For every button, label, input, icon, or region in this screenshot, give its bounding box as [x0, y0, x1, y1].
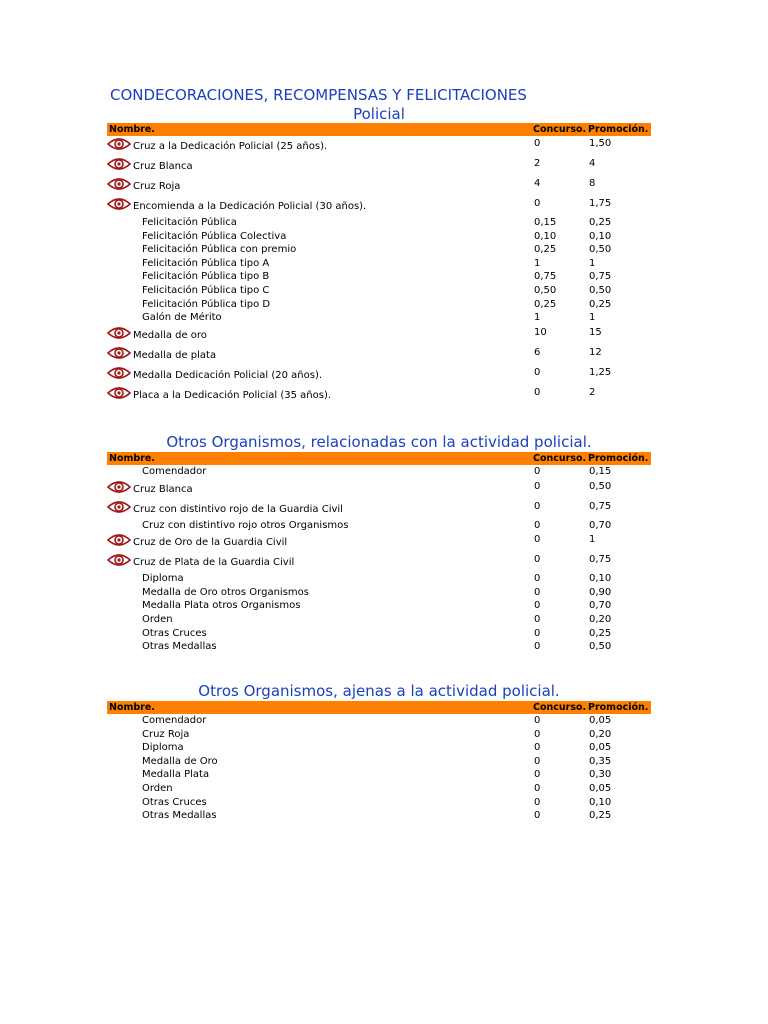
row-name: Otras Cruces	[142, 796, 207, 808]
row-name: Orden	[142, 613, 173, 625]
row-name[interactable]: Cruz con distintivo rojo de la Guardia Civil	[133, 503, 343, 515]
header-promocion: Promoción.	[588, 124, 649, 135]
table-row	[107, 176, 651, 196]
row-name[interactable]: Cruz Blanca	[133, 161, 193, 172]
promocion-value: 1	[589, 312, 596, 324]
section-subtitle: Policial	[353, 105, 405, 123]
concurso-value: 0,10	[534, 230, 557, 242]
row-name: Felicitación Pública con premio	[142, 244, 297, 256]
eye-icon[interactable]	[107, 156, 131, 172]
concurso-value: 0	[534, 500, 541, 512]
concurso-value: 0	[534, 742, 541, 754]
table-row	[107, 599, 651, 613]
concurso-value: 4	[534, 178, 541, 189]
row-name: Felicitación Pública	[142, 217, 237, 228]
row-name[interactable]: Placa a la Dedicación Policial (35 años).	[133, 389, 332, 401]
row-name: Otras Medallas	[142, 641, 217, 653]
concurso-value: 0	[534, 466, 541, 477]
row-name: Cruz con distintivo rojo otros Organismos	[142, 519, 349, 531]
eye-icon[interactable]	[107, 365, 131, 381]
concurso-value: 1	[534, 312, 541, 324]
header-name: Nombre.	[109, 702, 155, 713]
table-row	[107, 365, 651, 385]
header-promocion: Promoción.	[588, 453, 649, 464]
concurso-value: 0	[534, 755, 541, 767]
promocion-value: 0,20	[589, 728, 612, 740]
eye-icon[interactable]	[107, 176, 131, 192]
eye-icon[interactable]	[107, 385, 131, 401]
table-row	[107, 243, 651, 257]
row-name: Medalla de Oro otros Organismos	[142, 586, 309, 598]
table-row	[107, 552, 651, 572]
row-name[interactable]: Cruz Roja	[133, 181, 181, 192]
concurso-value: 0	[534, 641, 541, 653]
table-row	[107, 714, 651, 728]
promocion-value: 0,05	[589, 742, 612, 754]
promocion-value: 0,25	[589, 298, 612, 310]
promocion-value: 0,05	[589, 715, 612, 726]
row-name[interactable]: Medalla Dedicación Policial (20 años).	[133, 369, 323, 381]
row-name[interactable]: Encomienda a la Dedicación Policial (30 años).	[133, 201, 367, 212]
concurso-value: 0	[534, 198, 541, 209]
promocion-value: 1,75	[589, 198, 612, 209]
promocion-value: 1,25	[589, 366, 612, 378]
concurso-value: 0	[534, 138, 541, 149]
concurso-value: 0	[534, 613, 541, 625]
table-header	[107, 701, 651, 714]
concurso-value: 0	[534, 534, 541, 546]
concurso-value: 2	[534, 158, 541, 169]
eye-icon[interactable]	[107, 136, 131, 152]
row-name: Galón de Mérito	[142, 312, 222, 324]
promocion-value: 15	[589, 326, 602, 338]
promocion-value: 0,10	[589, 230, 612, 242]
promocion-value: 0,50	[589, 284, 612, 296]
concurso-value: 0	[534, 366, 541, 378]
header-name: Nombre.	[109, 453, 155, 464]
row-name[interactable]: Cruz a la Dedicación Policial (25 años).	[133, 141, 328, 152]
table-row	[107, 782, 651, 796]
table-row	[107, 345, 651, 365]
promocion-value: 0,70	[589, 600, 612, 612]
promocion-value: 0,10	[589, 573, 612, 585]
concurso-value: 0	[534, 573, 541, 585]
table-row	[107, 311, 651, 325]
promocion-value: 1,50	[589, 138, 612, 149]
row-name: Otras Medallas	[142, 810, 217, 822]
section-policial	[107, 86, 651, 405]
table-row	[107, 755, 651, 769]
table-row	[107, 627, 651, 641]
promocion-value: 4	[589, 158, 596, 169]
table-row	[107, 298, 651, 312]
eye-icon[interactable]	[107, 532, 131, 548]
row-name: Felicitación Pública Colectiva	[142, 230, 287, 242]
row-name: Felicitación Pública tipo C	[142, 284, 270, 296]
table-row	[107, 216, 651, 230]
header-promocion: Promoción.	[588, 702, 649, 713]
row-name: Comendador	[142, 466, 207, 477]
table-row	[107, 465, 651, 479]
concurso-value: 0,15	[534, 217, 557, 228]
concurso-value: 0	[534, 769, 541, 781]
promocion-value: 0,35	[589, 755, 612, 767]
promocion-value: 0,75	[589, 271, 612, 283]
row-name: Felicitación Pública tipo D	[142, 298, 271, 310]
table-body	[107, 465, 651, 654]
row-name[interactable]: Cruz de Plata de la Guardia Civil	[133, 557, 295, 569]
concurso-value: 0	[534, 810, 541, 822]
promocion-value: 0,25	[589, 627, 612, 639]
eye-icon[interactable]	[107, 345, 131, 361]
eye-icon[interactable]	[107, 196, 131, 212]
section-title: Otros Organismos, ajenas a la actividad policial.	[198, 682, 560, 700]
concurso-value: 0	[534, 386, 541, 398]
row-name[interactable]: Medalla de oro	[133, 329, 207, 341]
concurso-value: 0	[534, 519, 541, 531]
section-title: Otros Organismos, relacionadas con la actividad policial.	[166, 433, 592, 451]
concurso-value: 0	[534, 715, 541, 726]
row-name[interactable]: Cruz de Oro de la Guardia Civil	[133, 537, 288, 549]
table-row	[107, 156, 651, 176]
concurso-value: 0	[534, 728, 541, 740]
table-row	[107, 325, 651, 345]
table-row	[107, 532, 651, 552]
promocion-value: 0,75	[589, 554, 612, 566]
table-row	[107, 519, 651, 533]
promocion-value: 2	[589, 386, 596, 398]
concurso-value: 0,75	[534, 271, 557, 283]
concurso-value: 0	[534, 782, 541, 794]
promocion-value: 0,70	[589, 519, 612, 531]
eye-icon[interactable]	[107, 325, 131, 341]
row-name: Cruz Roja	[142, 728, 190, 740]
table-row	[107, 230, 651, 244]
table-row	[107, 284, 651, 298]
promocion-value: 0,90	[589, 586, 612, 598]
table-row	[107, 796, 651, 810]
concurso-value: 1	[534, 257, 541, 269]
table-row	[107, 385, 651, 405]
table-row	[107, 728, 651, 742]
table-row	[107, 613, 651, 627]
eye-icon[interactable]	[107, 479, 131, 495]
row-name: Felicitación Pública tipo B	[142, 271, 270, 283]
promocion-value: 0,75	[589, 500, 612, 512]
promocion-value: 0,20	[589, 613, 612, 625]
row-name[interactable]: Cruz Blanca	[133, 483, 193, 495]
concurso-value: 0	[534, 480, 541, 492]
promocion-value: 0,15	[589, 466, 612, 477]
concurso-value: 10	[534, 326, 547, 338]
table-row	[107, 499, 651, 519]
row-name: Orden	[142, 782, 173, 794]
row-name: Medalla Plata otros Organismos	[142, 600, 301, 612]
table-row	[107, 196, 651, 216]
header-concurso: Concurso.	[533, 124, 587, 135]
promocion-value: 0,50	[589, 244, 612, 256]
promocion-value: 1	[589, 534, 596, 546]
row-name[interactable]: Medalla de plata	[133, 349, 217, 361]
section-relacionadas	[107, 432, 651, 654]
promocion-value: 8	[589, 178, 596, 189]
concurso-value: 0,50	[534, 284, 557, 296]
concurso-value: 6	[534, 346, 541, 358]
table-header	[107, 123, 651, 136]
concurso-value: 0	[534, 600, 541, 612]
promocion-value: 0,50	[589, 480, 612, 492]
row-name: Medalla Plata	[142, 769, 210, 781]
promocion-value: 0,05	[589, 782, 612, 794]
promocion-value: 1	[589, 257, 596, 269]
table-row	[107, 572, 651, 586]
row-name: Medalla de Oro	[142, 755, 218, 767]
table-header	[107, 452, 651, 465]
promocion-value: 0,25	[589, 810, 612, 822]
concurso-value: 0	[534, 627, 541, 639]
eye-icon[interactable]	[107, 499, 131, 515]
row-name: Felicitación Pública tipo A	[142, 257, 270, 269]
concurso-value: 0,25	[534, 244, 557, 256]
row-name: Otras Cruces	[142, 627, 207, 639]
table-row	[107, 479, 651, 499]
header-concurso: Concurso.	[533, 702, 587, 713]
concurso-value: 0,25	[534, 298, 557, 310]
concurso-value: 0	[534, 796, 541, 808]
row-name: Diploma	[142, 573, 184, 585]
promocion-value: 0,25	[589, 217, 612, 228]
section-title: CONDECORACIONES, RECOMPENSAS Y FELICITACIONES	[110, 86, 527, 104]
table-row	[107, 741, 651, 755]
table-row	[107, 257, 651, 271]
promocion-value: 12	[589, 346, 602, 358]
header-concurso: Concurso.	[533, 453, 587, 464]
table-row	[107, 768, 651, 782]
concurso-value: 0	[534, 554, 541, 566]
table-row	[107, 640, 651, 654]
promocion-value: 0,30	[589, 769, 612, 781]
concurso-value: 0	[534, 586, 541, 598]
table-body	[107, 714, 651, 823]
table-row	[107, 136, 651, 156]
row-name: Comendador	[142, 715, 207, 726]
table-row	[107, 270, 651, 284]
promocion-value: 0,10	[589, 796, 612, 808]
eye-icon[interactable]	[107, 552, 131, 568]
table-row	[107, 809, 651, 823]
row-name: Diploma	[142, 742, 184, 754]
header-name: Nombre.	[109, 124, 155, 135]
promocion-value: 0,50	[589, 641, 612, 653]
section-ajenas	[107, 681, 651, 823]
table-body	[107, 136, 651, 405]
table-row	[107, 586, 651, 600]
